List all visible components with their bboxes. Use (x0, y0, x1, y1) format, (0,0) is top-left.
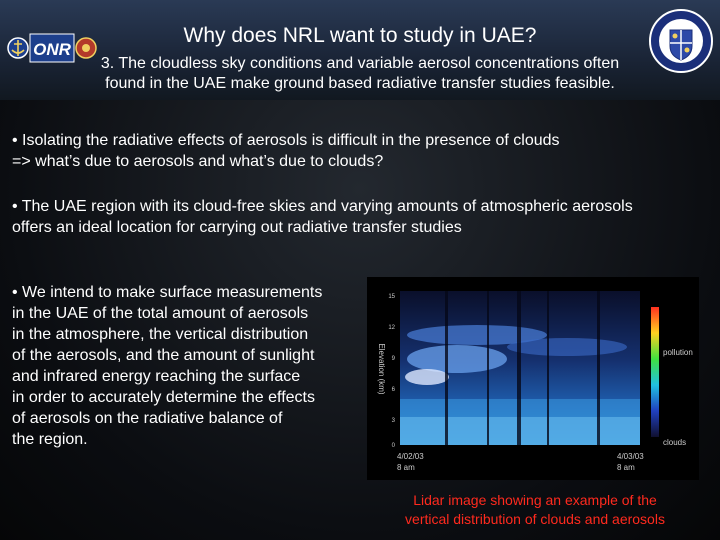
lidar-caption (380, 491, 690, 529)
bullet-line: of the aerosols, and the amount of sunlight (12, 347, 315, 364)
y-tick-label: 15 (388, 294, 395, 300)
subtitle-line: found in the UAE make ground based radiative transfer studies feasible. (105, 75, 615, 92)
bullet-line: in the atmosphere, the vertical distribution (12, 326, 309, 343)
x-start-time: 8 am (397, 463, 415, 472)
x-start-date: 4/02/03 (397, 452, 424, 461)
caption-line: Lidar image showing an example of the (413, 492, 657, 508)
bullet-line: the region. (12, 431, 88, 448)
slide-subtitle (60, 54, 660, 94)
bullet-line: and infrared energy reaching the surface (12, 368, 301, 385)
x-end-time: 8 am (617, 463, 635, 472)
slide-title: Why does NRL want to study in UAE? (183, 24, 537, 47)
subtitle-line: 3. The cloudless sky conditions and variable aerosol concentrations often (100, 55, 620, 72)
y-tick-label: 6 (391, 387, 395, 393)
bullet-aerosol-isolation (12, 130, 702, 172)
legend-pollution-label: pollution (663, 348, 693, 357)
bullet-line: • The UAE region with its cloud-free skies and varying amounts of atmospheric aerosols (12, 198, 633, 215)
bullet-line: in the UAE of the total amount of aerosols (12, 305, 309, 322)
bullet-line: in order to accurately determine the effects (12, 389, 315, 406)
y-tick-label: 9 (391, 356, 395, 362)
lidar-image (367, 277, 699, 480)
y-tick-label: 0 (391, 443, 395, 449)
bullet-uae-region (12, 196, 712, 238)
y-axis-label: Elevation (km) (377, 343, 386, 395)
y-tick-label: 12 (388, 325, 395, 331)
bullet-line: offers an ideal location for carrying out radiative transfer studies (12, 219, 462, 236)
bullet-line: of aerosols on the radiative balance of (12, 410, 283, 427)
bullet-line: • We intend to make surface measurements (12, 284, 323, 301)
caption-line: vertical distribution of clouds and aerosols (405, 511, 665, 527)
bullet-line: • Isolating the radiative effects of aerosols is difficult in the presence of clouds (12, 132, 560, 149)
x-end-date: 4/03/03 (617, 452, 644, 461)
bullet-line: => what’s due to aerosols and what’s due to clouds? (12, 153, 384, 170)
lidar-colorbar (651, 307, 659, 437)
bullet-surface-measurements (12, 282, 362, 450)
svg-text:ONR: ONR (33, 40, 71, 59)
y-tick-label: 3 (391, 418, 395, 424)
legend-clouds-label: clouds (663, 438, 687, 447)
